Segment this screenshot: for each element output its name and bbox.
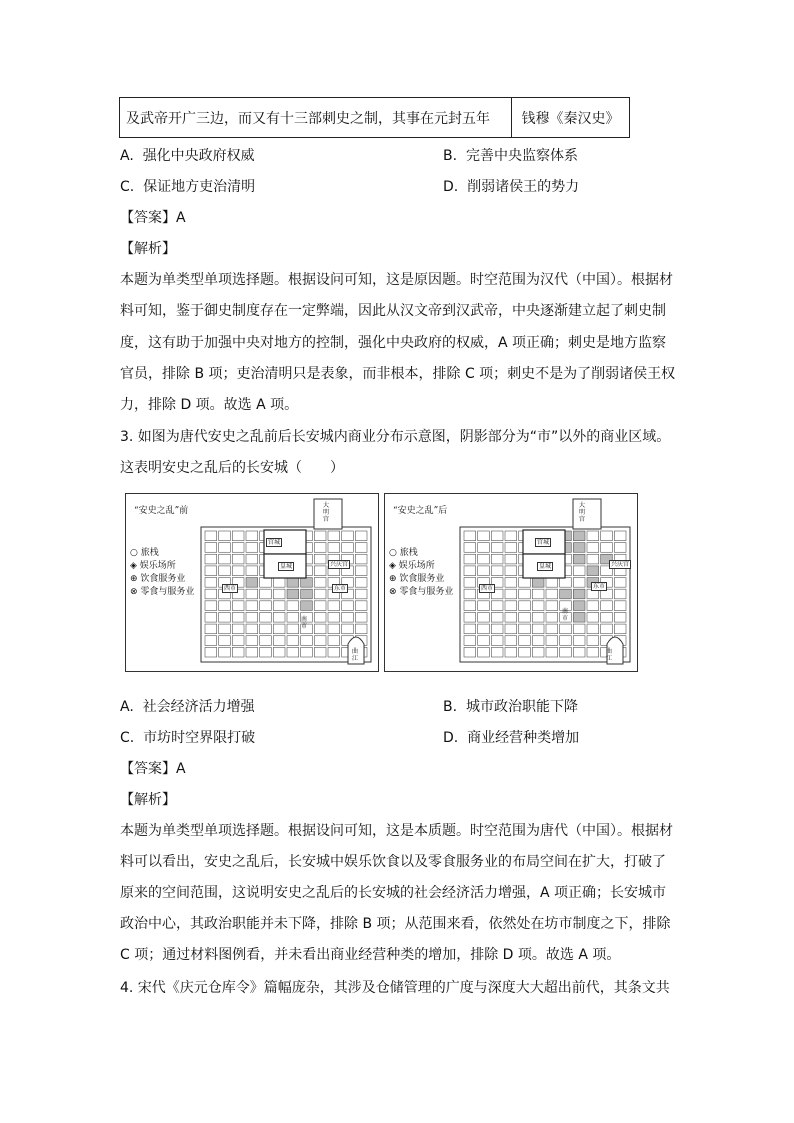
ward-block <box>273 612 285 622</box>
ward-block <box>260 612 272 622</box>
ward-block <box>519 589 531 599</box>
ward-block <box>301 636 313 646</box>
ward-block <box>287 601 299 611</box>
ward-block <box>232 554 244 564</box>
ward-block <box>355 531 367 541</box>
ward-block <box>205 554 217 564</box>
ward-block <box>232 566 244 576</box>
ward-block <box>246 601 258 611</box>
ward-block <box>601 531 613 541</box>
ward-block <box>587 531 599 541</box>
ward-block <box>246 566 258 576</box>
ward-block <box>260 636 272 646</box>
legend-item: ⊗ 零食与服务业 <box>130 587 195 597</box>
ward-block <box>328 601 340 611</box>
ward-block <box>614 578 626 588</box>
ward-block <box>519 601 531 611</box>
label-xingqinggong: 兴庆宫 <box>611 561 630 568</box>
ward-block <box>491 624 503 634</box>
label-qujiang: 曲江 <box>351 648 358 662</box>
q2-analysis-line: 本题为单类型单项选择题。根据设问可知，这是原因题。时空范围为汉代（中国）。根据材 <box>120 272 673 288</box>
ward-block <box>532 612 544 622</box>
map-legend <box>130 547 194 599</box>
ward-block <box>464 589 476 599</box>
ward-block <box>464 543 476 553</box>
ward-block <box>519 647 531 657</box>
ward-block <box>314 531 326 541</box>
ward-block <box>505 647 517 657</box>
ward-block <box>205 589 217 599</box>
ward-block <box>273 589 285 599</box>
ward-block <box>260 589 272 599</box>
label-daminggong: 大明宫 <box>322 502 329 523</box>
ward-block <box>301 578 313 588</box>
ward-block <box>355 543 367 553</box>
q2-analysis-heading: 【解析】 <box>120 241 176 257</box>
ward-block <box>301 647 313 657</box>
label-xishi: 西市 <box>481 585 494 592</box>
ward-block <box>355 578 367 588</box>
map-title: “安史之乱”前 <box>134 506 189 516</box>
ward-block <box>314 543 326 553</box>
ward-block <box>464 578 476 588</box>
ward-block <box>219 543 231 553</box>
ward-block <box>519 612 531 622</box>
ward-block <box>546 601 558 611</box>
ward-block <box>573 589 585 599</box>
ward-block <box>614 589 626 599</box>
q3-answer: 【答案】A <box>120 761 186 777</box>
ward-block <box>587 601 599 611</box>
q3-option-d[interactable]: D. 商业经营种类增加 <box>443 730 580 746</box>
quote-table <box>119 97 630 138</box>
ward-block <box>246 612 258 622</box>
ward-block <box>491 636 503 646</box>
ward-block <box>205 612 217 622</box>
legend-item: ○ 旅栈 <box>130 548 159 558</box>
q3-stem-line: 这表明安史之乱后的长安城（ ） <box>120 460 344 476</box>
ward-block <box>573 566 585 576</box>
ward-block <box>573 636 585 646</box>
ward-block <box>546 589 558 599</box>
q2-answer: 【答案】A <box>120 210 186 226</box>
ward-block <box>573 624 585 634</box>
ward-block <box>560 624 572 634</box>
ward-block <box>478 554 490 564</box>
ward-block <box>573 531 585 541</box>
ward-block <box>260 647 272 657</box>
q4-stem: 4. 宋代《庆元仓库令》篇幅庞杂，其涉及仓储管理的广度与深度大大超出前代，其条文共 <box>120 980 670 996</box>
ward-block <box>532 636 544 646</box>
ward-block <box>464 612 476 622</box>
map-legend <box>389 547 453 599</box>
ward-block <box>560 636 572 646</box>
q3-option-a[interactable]: A. 社会经济活力增强 <box>120 699 255 715</box>
ward-block <box>205 647 217 657</box>
ward-block <box>205 543 217 553</box>
ward-block <box>260 601 272 611</box>
ward-block <box>301 589 313 599</box>
ward-block <box>478 531 490 541</box>
ward-block <box>273 636 285 646</box>
label-daminggong: 大明宫 <box>578 502 585 523</box>
q3-analysis-heading: 【解析】 <box>120 792 176 808</box>
ward-block <box>205 531 217 541</box>
ward-block <box>342 624 354 634</box>
ward-block <box>314 612 326 622</box>
ward-block <box>219 601 231 611</box>
ward-block <box>328 636 340 646</box>
ward-block <box>314 589 326 599</box>
ward-block <box>560 589 572 599</box>
ward-block <box>491 543 503 553</box>
ward-block <box>601 601 613 611</box>
ward-block <box>219 612 231 622</box>
q2-analysis-line: 度，这有助于加强中央对地方的控制，强化中央政府的权威，A 项正确；刺史是地方监察 <box>120 335 667 351</box>
ward-block <box>314 601 326 611</box>
ward-block <box>246 531 258 541</box>
ward-block <box>614 601 626 611</box>
ward-block <box>246 636 258 646</box>
ward-block <box>546 612 558 622</box>
ward-block <box>342 531 354 541</box>
ward-block <box>478 624 490 634</box>
ward-block <box>232 543 244 553</box>
ward-block <box>342 543 354 553</box>
ward-block <box>287 624 299 634</box>
ward-block <box>614 612 626 622</box>
ward-block <box>355 554 367 564</box>
map-before <box>125 493 379 672</box>
ward-block <box>355 601 367 611</box>
ward-block <box>505 624 517 634</box>
ward-block <box>246 624 258 634</box>
q3-analysis-line: 料可以看出，安史之乱后，长安城中娱乐饮食以及零食服务业的布局空间在扩大，打破了 <box>120 854 666 870</box>
ward-block <box>478 636 490 646</box>
ward-block <box>505 566 517 576</box>
label-dongshi: 东市 <box>334 585 347 592</box>
ward-block <box>505 636 517 646</box>
ward-block <box>355 566 367 576</box>
ward-block <box>287 578 299 588</box>
legend-item: ⊕ 饮食服务业 <box>389 574 445 584</box>
ward-block <box>491 612 503 622</box>
ward-block <box>273 578 285 588</box>
ward-block <box>505 612 517 622</box>
ward-block <box>287 589 299 599</box>
q3-option-b[interactable]: B. 城市政治职能下降 <box>443 699 578 715</box>
ward-block <box>464 601 476 611</box>
ward-block <box>587 554 599 564</box>
ward-block <box>328 647 340 657</box>
ward-block <box>314 636 326 646</box>
ward-block <box>328 531 340 541</box>
ward-block <box>205 566 217 576</box>
ward-block <box>301 601 313 611</box>
ward-block <box>464 624 476 634</box>
ward-block <box>546 624 558 634</box>
ward-block <box>587 636 599 646</box>
ward-block <box>587 624 599 634</box>
label-gongcheng: 宫城 <box>537 539 550 546</box>
ward-block <box>260 624 272 634</box>
legend-item: ◈ 娱乐场所 <box>130 561 176 571</box>
ward-block <box>287 636 299 646</box>
ward-block <box>546 647 558 657</box>
ward-block <box>314 647 326 657</box>
label-huangcheng: 皇城 <box>539 563 552 570</box>
ward-block <box>601 543 613 553</box>
q2-analysis-line: 力，排除 D 项。故选 A 项。 <box>120 397 299 413</box>
label-huangcheng: 皇城 <box>280 563 293 570</box>
ward-block <box>478 647 490 657</box>
ward-block <box>342 612 354 622</box>
ward-block <box>232 636 244 646</box>
ward-block <box>614 624 626 634</box>
ward-block <box>273 647 285 657</box>
ward-block <box>546 636 558 646</box>
ward-block <box>232 601 244 611</box>
ward-block <box>273 624 285 634</box>
label-gongcheng: 宫城 <box>268 539 281 546</box>
ward-block <box>587 566 599 576</box>
ward-block <box>601 624 613 634</box>
q2-analysis-line: 料可知，鉴于御史制度存在一定弊端，因此从汉文帝到汉武帝，中央逐渐建立起了刺史制 <box>120 303 666 319</box>
q2-option-a[interactable]: A. 强化中央政府权威 <box>120 148 255 164</box>
q2-analysis-line: 官员，排除 B 项；吏治清明只是表象，而非根本，排除 C 项；刺史不是为了削弱诸侯王权 <box>120 366 676 382</box>
ward-block <box>232 647 244 657</box>
ward-block <box>478 566 490 576</box>
ward-block <box>287 647 299 657</box>
label-dongshi: 东市 <box>593 583 606 590</box>
ward-block <box>505 601 517 611</box>
ward-block <box>532 647 544 657</box>
ward-block <box>573 578 585 588</box>
ward-block <box>505 578 517 588</box>
ward-block <box>314 554 326 564</box>
ward-block <box>219 554 231 564</box>
legend-item: ⊗ 零食与服务业 <box>389 587 454 597</box>
ward-block <box>601 612 613 622</box>
label-xingqinggong: 兴庆宫 <box>330 561 349 568</box>
ward-block <box>505 589 517 599</box>
q3-option-c[interactable]: C. 市坊时空界限打破 <box>120 730 256 746</box>
ward-block <box>560 578 572 588</box>
ward-block <box>573 601 585 611</box>
ward-block <box>314 566 326 576</box>
ward-block <box>355 624 367 634</box>
ward-block <box>314 578 326 588</box>
map-title: “安史之乱”后 <box>393 506 448 516</box>
ward-block <box>246 589 258 599</box>
legend-item: ◈ 娱乐场所 <box>389 561 435 571</box>
ward-block <box>519 578 531 588</box>
ward-block <box>478 601 490 611</box>
ward-block <box>219 624 231 634</box>
ward-block <box>232 531 244 541</box>
ward-block <box>219 531 231 541</box>
ward-block <box>328 624 340 634</box>
ward-block <box>314 624 326 634</box>
ward-block <box>546 578 558 588</box>
ward-block <box>328 612 340 622</box>
q3-analysis-line: C 项；通过材料图例看，并未看出商业经营种类的增加，排除 D 项。故选 A 项。 <box>120 947 621 963</box>
ward-block <box>478 612 490 622</box>
q2-option-b[interactable]: B. 完善中央监察体系 <box>443 148 578 164</box>
ward-block <box>505 543 517 553</box>
ward-block <box>573 543 585 553</box>
ward-block <box>587 612 599 622</box>
ward-block <box>328 543 340 553</box>
ward-block <box>505 554 517 564</box>
ward-block <box>205 636 217 646</box>
ward-block <box>491 554 503 564</box>
ward-block <box>232 612 244 622</box>
ward-block <box>464 554 476 564</box>
ward-block <box>246 647 258 657</box>
ward-block <box>573 612 585 622</box>
legend-item: ⊕ 饮食服务业 <box>130 574 186 584</box>
ward-block <box>491 531 503 541</box>
ward-block <box>532 589 544 599</box>
ward-block <box>260 578 272 588</box>
ward-block <box>491 566 503 576</box>
ward-block <box>246 543 258 553</box>
ward-block <box>287 612 299 622</box>
ward-block <box>355 612 367 622</box>
ward-block <box>464 566 476 576</box>
ward-block <box>464 647 476 657</box>
ward-block <box>573 647 585 657</box>
ward-block <box>246 578 258 588</box>
quote-source: 钱穆《秦汉史》 <box>521 110 620 127</box>
ward-block <box>219 636 231 646</box>
ward-block <box>219 647 231 657</box>
ward-block <box>205 578 217 588</box>
ward-block <box>587 647 599 657</box>
ward-block <box>205 601 217 611</box>
ward-block <box>246 554 258 564</box>
ward-block <box>532 601 544 611</box>
ward-block <box>478 543 490 553</box>
ward-block <box>273 601 285 611</box>
q3-analysis-line: 原来的空间范围，这说明安史之乱后的长安城的社会经济活力增强，A 项正确；长安城市 <box>120 885 667 901</box>
ward-block <box>614 543 626 553</box>
ward-block <box>219 566 231 576</box>
quote-text: 及武帝开广三边，而又有十三部刺史之制，其事在元封五年 <box>120 98 512 137</box>
ward-block <box>519 636 531 646</box>
q2-option-d[interactable]: D. 削弱诸侯王的势力 <box>443 179 580 195</box>
q3-analysis-line: 政治中心，其政治职能并未下降，排除 B 项；从范围来看，依然处在坊市制度之下，排除 <box>120 916 671 932</box>
ward-block <box>464 636 476 646</box>
ward-block <box>519 624 531 634</box>
ward-block <box>532 624 544 634</box>
legend-item: ○ 旅栈 <box>389 548 418 558</box>
ward-block <box>532 578 544 588</box>
ward-block <box>491 601 503 611</box>
ward-block <box>232 624 244 634</box>
ward-block <box>573 554 585 564</box>
label-xishi: 西市 <box>224 585 237 592</box>
ward-block <box>205 624 217 634</box>
q3-stem-line: 3. 如图为唐代安史之乱前后长安城内商业分布示意图，阴影部分为“市”以外的商业区域。 <box>120 429 671 445</box>
ward-block <box>560 647 572 657</box>
ward-block <box>491 647 503 657</box>
ward-block <box>505 531 517 541</box>
ward-block <box>614 531 626 541</box>
ward-block <box>587 543 599 553</box>
label-nanshi: 南市 <box>300 616 307 630</box>
ward-block <box>355 589 367 599</box>
map-after <box>384 493 638 672</box>
label-qujiang: 曲江 <box>605 648 612 662</box>
ward-block <box>464 531 476 541</box>
q2-option-c[interactable]: C. 保证地方吏治清明 <box>120 179 256 195</box>
ward-block <box>342 601 354 611</box>
label-nanshi: 南市 <box>561 608 568 622</box>
q3-analysis-line: 本题为单类型单项选择题。根据设问可知，这是本质题。时空范围为唐代（中国）。根据材 <box>120 823 673 839</box>
